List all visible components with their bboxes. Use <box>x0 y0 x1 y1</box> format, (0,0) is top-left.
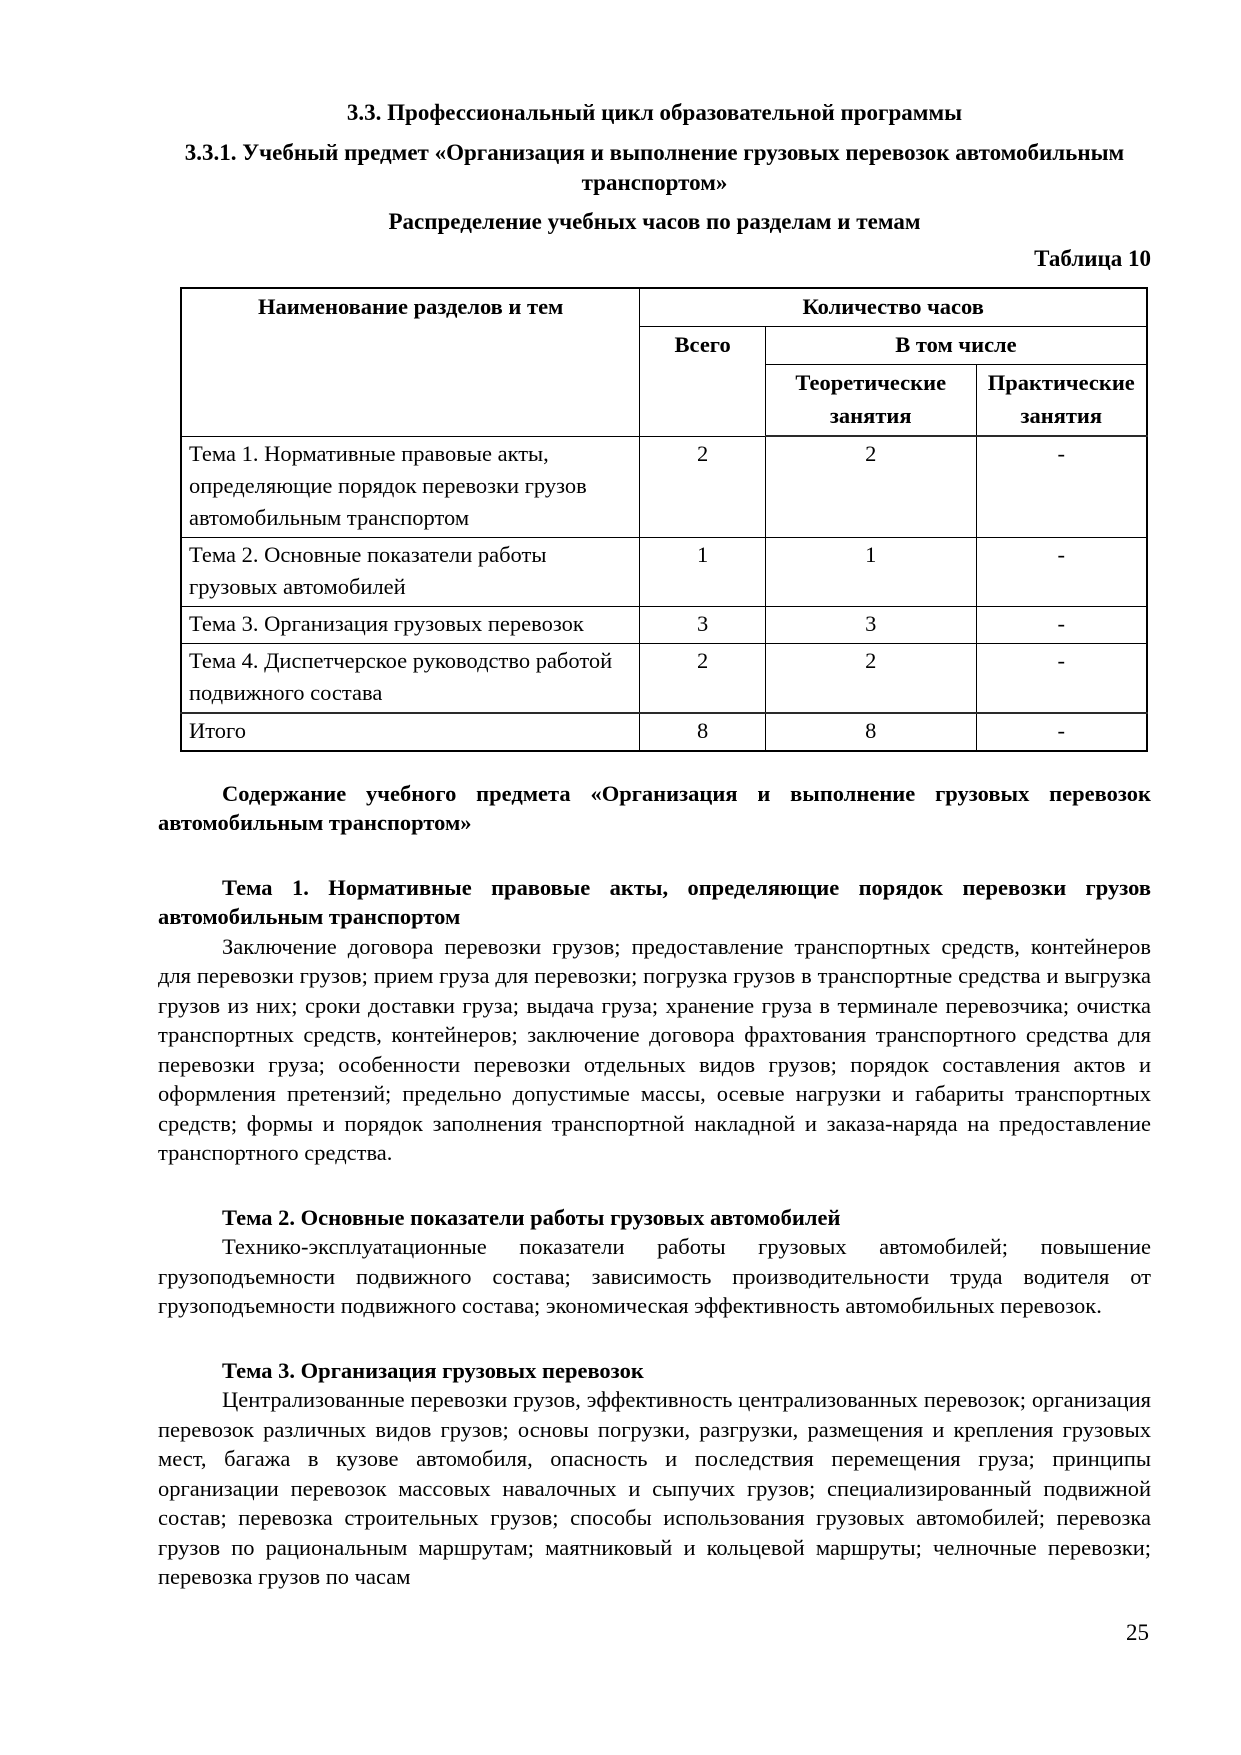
topic-theory: 2 <box>765 436 976 537</box>
table-row <box>181 537 1147 606</box>
topic-name: Тема 2. Основные показатели работы грузовых автомобилей <box>181 537 640 606</box>
header-name-cell: Наименование разделов и тем <box>181 288 640 436</box>
topic-theory: 2 <box>765 643 976 713</box>
topic-practice: - <box>976 643 1147 713</box>
total-theory: 8 <box>765 713 976 751</box>
topic-total: 2 <box>640 643 766 713</box>
topic-name: Тема 3. Организация грузовых перевозок <box>181 606 640 643</box>
topic2-body: Технико-эксплуатационные показатели работы грузовых автомобилей; повышение грузоподъемности подвижного состава; зависимость производительности труда водителя от грузоподъемности подвижного состава; экономическая эффективность автомобильных перевозок. <box>158 1234 1151 1318</box>
topic-practice: - <box>976 537 1147 606</box>
topic1-body: Заключение договора перевозки грузов; предоставление транспортных средств, контейнеров для перевозки грузов; прием груза для перевозки; погрузка грузов в транспортные средства и выгрузка грузов из них; сроки доставки груза; выдача груза; хранение груза в терминале перевозчика; очистка транспортных средств, контейнеров; заключение договора фрахтования транспортного средства для перевозки груза; особенности перевозки отдельных видов грузов; порядок составления актов и оформления претензий; предельно допустимые массы, осевые нагрузки и габариты транспортных средств; формы и порядок заполнения транспортной накладной и заказа-наряда на предоставление транспортного средства. <box>158 933 1151 1165</box>
topic-name: Тема 4. Диспетчерское руководство работой подвижного состава <box>181 643 640 713</box>
header-including-cell: В том числе <box>765 327 1147 365</box>
header-hours-cell: Количество часов <box>640 288 1147 327</box>
topic-practice: - <box>976 606 1147 643</box>
hours-distribution-table <box>180 287 1148 752</box>
table-header-row <box>181 288 1147 327</box>
total-label: Итого <box>181 713 640 751</box>
topic3-body: Централизованные перевозки грузов, эффективность централизованных перевозок; организация перевозок различных видов грузов; основы погрузки, разгрузки, размещения и крепления грузовых мест, багажа в кузове автомобиля, опасность и последствия перемещения груза; принципы организации перевозок массовых навалочных и сыпучих грузов; специализированный подвижной состав; перевозка строительных грузов; способы использования грузовых автомобилей; перевозка грузов по рациональным маршрутам; маятниковый и кольцевой маршруты; челночные перевозки; перевозка грузов по часам <box>158 1387 1151 1589</box>
table-total-row <box>181 713 1147 751</box>
topic-theory: 3 <box>765 606 976 643</box>
distribution-heading: Распределение учебных часов по разделам и темам <box>388 209 921 234</box>
section-heading: 3.3. Профессиональный цикл образовательной программы <box>346 100 963 125</box>
topic-total: 1 <box>640 537 766 606</box>
header-practice-cell: Практические занятия <box>976 365 1147 437</box>
total-practice: - <box>976 713 1147 751</box>
topic-total: 3 <box>640 606 766 643</box>
content-intro-heading: Содержание учебного предмета «Организация и выполнение грузовых перевозок автомобильным транспортом» <box>158 780 1151 835</box>
topic2-title: Тема 2. Основные показатели работы грузовых автомобилей <box>222 1204 841 1230</box>
topic-name: Тема 1. Нормативные правовые акты, определяющие порядок перевозки грузов автомобильным транспортом <box>181 436 640 537</box>
topic3-title: Тема 3. Организация грузовых перевозок <box>222 1357 644 1383</box>
topic-theory: 1 <box>765 537 976 606</box>
header-total-cell: Всего <box>640 327 766 437</box>
table-row <box>181 643 1147 713</box>
table-caption: Таблица 10 <box>1034 246 1151 271</box>
subject-heading: 3.3.1. Учебный предмет «Организация и выполнение грузовых перевозок автомобильным транспортом» <box>184 140 1125 195</box>
topic-practice: - <box>976 436 1147 537</box>
page-number: 25 <box>1126 1620 1149 1645</box>
topic-total: 2 <box>640 436 766 537</box>
table-row <box>181 436 1147 537</box>
table-row <box>181 606 1147 643</box>
topic1-title: Тема 1. Нормативные правовые акты, определяющие порядок перевозки грузов автомобильным транспортом <box>158 874 1151 929</box>
total-hours: 8 <box>640 713 766 751</box>
header-theory-cell: Теоретические занятия <box>765 365 976 437</box>
